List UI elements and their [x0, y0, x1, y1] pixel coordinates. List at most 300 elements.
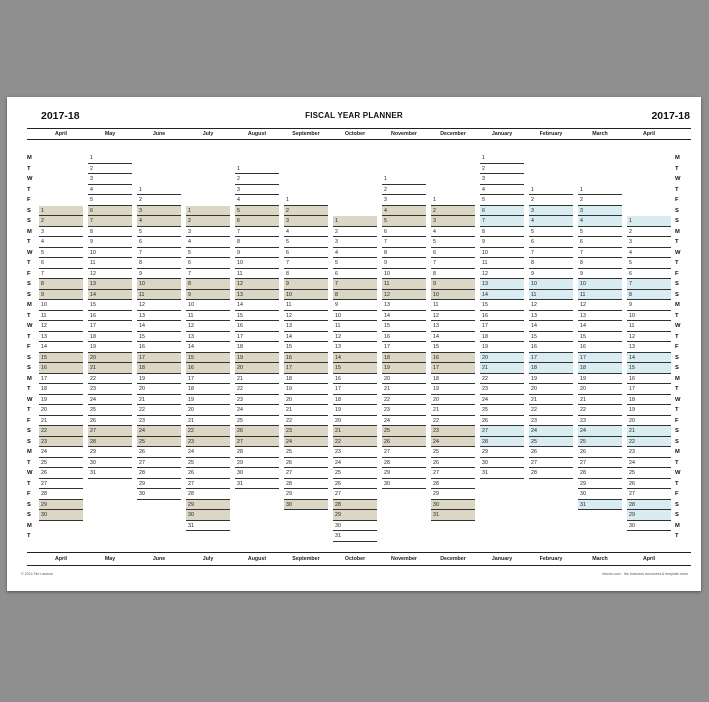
day-cell[interactable]: 28 [578, 468, 622, 479]
day-cell[interactable]: 20 [578, 384, 622, 395]
day-cell[interactable]: 22 [431, 416, 475, 427]
weekend-day-cell[interactable]: 31 [578, 500, 622, 511]
weekend-day-cell[interactable]: 9 [431, 279, 475, 290]
day-cell[interactable]: 16 [88, 311, 132, 322]
day-cell[interactable]: 8 [88, 227, 132, 238]
day-cell[interactable]: 26 [578, 447, 622, 458]
day-cell[interactable]: 12 [627, 332, 671, 343]
day-cell[interactable]: 20 [333, 416, 377, 427]
day-cell[interactable]: 8 [480, 227, 524, 238]
day-cell[interactable]: 17 [627, 384, 671, 395]
day-cell[interactable]: 12 [333, 332, 377, 343]
day-cell[interactable]: 25 [480, 405, 524, 416]
day-cell[interactable]: 9 [480, 237, 524, 248]
day-cell[interactable]: 8 [578, 258, 622, 269]
day-cell[interactable]: 15 [578, 332, 622, 343]
weekend-day-cell[interactable]: 8 [39, 279, 83, 290]
day-cell[interactable]: 14 [39, 342, 83, 353]
day-cell[interactable]: 28 [137, 468, 181, 479]
day-cell[interactable]: 25 [627, 468, 671, 479]
weekend-day-cell[interactable]: 2 [39, 216, 83, 227]
day-cell[interactable]: 29 [284, 489, 328, 500]
day-cell[interactable]: 3 [333, 237, 377, 248]
day-cell[interactable]: 31 [235, 479, 279, 490]
weekend-day-cell[interactable]: 22 [39, 426, 83, 437]
day-cell[interactable]: 7 [578, 248, 622, 259]
day-cell[interactable]: 6 [431, 248, 475, 259]
day-cell[interactable]: 19 [480, 342, 524, 353]
day-cell[interactable]: 26 [39, 468, 83, 479]
day-cell[interactable]: 26 [333, 479, 377, 490]
day-cell[interactable]: 1 [578, 185, 622, 196]
day-cell[interactable]: 17 [480, 321, 524, 332]
weekend-day-cell[interactable]: 11 [382, 279, 426, 290]
day-cell[interactable]: 4 [284, 227, 328, 238]
day-cell[interactable]: 28 [529, 468, 573, 479]
weekend-day-cell[interactable]: 27 [235, 437, 279, 448]
day-cell[interactable]: 14 [186, 342, 230, 353]
day-cell[interactable]: 5 [186, 248, 230, 259]
day-cell[interactable]: 18 [88, 332, 132, 343]
day-cell[interactable]: 8 [137, 258, 181, 269]
weekend-day-cell[interactable]: 2 [284, 206, 328, 217]
day-cell[interactable]: 9 [627, 300, 671, 311]
weekend-day-cell[interactable]: 22 [186, 426, 230, 437]
day-cell[interactable]: 27 [39, 479, 83, 490]
day-cell[interactable]: 14 [137, 321, 181, 332]
weekend-day-cell[interactable]: 6 [480, 206, 524, 217]
day-cell[interactable]: 1 [529, 185, 573, 196]
day-cell[interactable]: 19 [431, 384, 475, 395]
day-cell[interactable]: 20 [284, 395, 328, 406]
day-cell[interactable]: 21 [186, 416, 230, 427]
day-cell[interactable]: 25 [39, 458, 83, 469]
day-cell[interactable]: 2 [578, 195, 622, 206]
weekend-day-cell[interactable]: 29 [39, 500, 83, 511]
day-cell[interactable]: 8 [431, 269, 475, 280]
weekend-day-cell[interactable]: 23 [186, 437, 230, 448]
day-cell[interactable]: 25 [333, 468, 377, 479]
day-cell[interactable]: 16 [578, 342, 622, 353]
day-cell[interactable]: 26 [627, 479, 671, 490]
day-cell[interactable]: 14 [578, 321, 622, 332]
day-cell[interactable]: 5 [578, 227, 622, 238]
day-cell[interactable]: 4 [333, 248, 377, 259]
day-cell[interactable]: 16 [333, 374, 377, 385]
day-cell[interactable]: 22 [88, 374, 132, 385]
weekend-day-cell[interactable]: 25 [578, 437, 622, 448]
day-cell[interactable]: 2 [333, 227, 377, 238]
day-cell[interactable]: 29 [480, 447, 524, 458]
weekend-day-cell[interactable]: 28 [480, 437, 524, 448]
day-cell[interactable]: 8 [284, 269, 328, 280]
day-cell[interactable]: 18 [235, 342, 279, 353]
weekend-day-cell[interactable]: 20 [235, 363, 279, 374]
day-cell[interactable]: 9 [235, 248, 279, 259]
weekend-day-cell[interactable]: 20 [88, 353, 132, 364]
day-cell[interactable]: 10 [235, 258, 279, 269]
day-cell[interactable]: 8 [529, 258, 573, 269]
day-cell[interactable]: 11 [431, 300, 475, 311]
weekend-day-cell[interactable]: 23 [39, 437, 83, 448]
day-cell[interactable]: 9 [88, 237, 132, 248]
day-cell[interactable]: 18 [480, 332, 524, 343]
weekend-day-cell[interactable]: 11 [137, 290, 181, 301]
day-cell[interactable]: 7 [431, 258, 475, 269]
day-cell[interactable]: 23 [333, 447, 377, 458]
day-cell[interactable]: 29 [88, 447, 132, 458]
day-cell[interactable]: 1 [431, 195, 475, 206]
weekend-day-cell[interactable]: 17 [529, 353, 573, 364]
weekend-day-cell[interactable]: 3 [431, 216, 475, 227]
day-cell[interactable]: 24 [333, 458, 377, 469]
weekend-day-cell[interactable]: 20 [480, 353, 524, 364]
day-cell[interactable]: 19 [88, 342, 132, 353]
weekend-day-cell[interactable]: 18 [137, 363, 181, 374]
day-cell[interactable]: 29 [578, 479, 622, 490]
day-cell[interactable]: 13 [137, 311, 181, 322]
weekend-day-cell[interactable]: 19 [235, 353, 279, 364]
day-cell[interactable]: 11 [284, 300, 328, 311]
day-cell[interactable]: 28 [382, 458, 426, 469]
weekend-day-cell[interactable]: 7 [480, 216, 524, 227]
day-cell[interactable]: 1 [137, 185, 181, 196]
day-cell[interactable]: 30 [382, 479, 426, 490]
day-cell[interactable]: 27 [186, 479, 230, 490]
day-cell[interactable]: 14 [529, 321, 573, 332]
day-cell[interactable]: 21 [137, 395, 181, 406]
day-cell[interactable]: 12 [88, 269, 132, 280]
day-cell[interactable]: 18 [627, 395, 671, 406]
weekend-day-cell[interactable]: 21 [88, 363, 132, 374]
day-cell[interactable]: 26 [480, 416, 524, 427]
weekend-day-cell[interactable]: 17 [578, 353, 622, 364]
day-cell[interactable]: 30 [88, 458, 132, 469]
day-cell[interactable]: 16 [382, 332, 426, 343]
day-cell[interactable]: 16 [529, 342, 573, 353]
day-cell[interactable]: 5 [39, 248, 83, 259]
day-cell[interactable]: 11 [627, 321, 671, 332]
weekend-day-cell[interactable]: 9 [284, 279, 328, 290]
day-cell[interactable]: 2 [627, 227, 671, 238]
weekend-day-cell[interactable]: 9 [39, 290, 83, 301]
day-cell[interactable]: 20 [382, 374, 426, 385]
weekend-day-cell[interactable]: 21 [333, 426, 377, 437]
day-cell[interactable]: 5 [284, 237, 328, 248]
day-cell[interactable]: 18 [186, 384, 230, 395]
day-cell[interactable]: 26 [284, 458, 328, 469]
day-cell[interactable]: 21 [382, 384, 426, 395]
day-cell[interactable]: 31 [333, 531, 377, 542]
day-cell[interactable]: 1 [235, 164, 279, 175]
day-cell[interactable]: 27 [529, 458, 573, 469]
day-cell[interactable]: 5 [529, 227, 573, 238]
weekend-day-cell[interactable]: 29 [333, 510, 377, 521]
weekend-day-cell[interactable]: 30 [186, 510, 230, 521]
day-cell[interactable]: 3 [88, 174, 132, 185]
day-cell[interactable]: 7 [39, 269, 83, 280]
day-cell[interactable]: 13 [333, 342, 377, 353]
day-cell[interactable]: 10 [186, 300, 230, 311]
day-cell[interactable]: 22 [137, 405, 181, 416]
day-cell[interactable]: 24 [235, 405, 279, 416]
weekend-day-cell[interactable]: 1 [627, 216, 671, 227]
day-cell[interactable]: 23 [382, 405, 426, 416]
day-cell[interactable]: 16 [627, 374, 671, 385]
day-cell[interactable]: 10 [88, 248, 132, 259]
weekend-day-cell[interactable]: 4 [382, 206, 426, 217]
day-cell[interactable]: 28 [39, 489, 83, 500]
day-cell[interactable]: 5 [333, 258, 377, 269]
weekend-day-cell[interactable]: 3 [137, 206, 181, 217]
weekend-day-cell[interactable]: 24 [137, 426, 181, 437]
day-cell[interactable]: 11 [235, 269, 279, 280]
day-cell[interactable]: 5 [137, 227, 181, 238]
day-cell[interactable]: 3 [186, 227, 230, 238]
weekend-day-cell[interactable]: 28 [88, 437, 132, 448]
day-cell[interactable]: 7 [137, 248, 181, 259]
day-cell[interactable]: 23 [627, 447, 671, 458]
day-cell[interactable]: 30 [578, 489, 622, 500]
day-cell[interactable]: 17 [333, 384, 377, 395]
day-cell[interactable]: 4 [39, 237, 83, 248]
weekend-day-cell[interactable]: 8 [333, 290, 377, 301]
day-cell[interactable]: 20 [431, 395, 475, 406]
day-cell[interactable]: 3 [39, 227, 83, 238]
day-cell[interactable]: 1 [382, 174, 426, 185]
day-cell[interactable]: 28 [186, 489, 230, 500]
day-cell[interactable]: 10 [480, 248, 524, 259]
day-cell[interactable]: 17 [88, 321, 132, 332]
weekend-day-cell[interactable]: 10 [529, 279, 573, 290]
day-cell[interactable]: 18 [39, 384, 83, 395]
day-cell[interactable]: 24 [88, 395, 132, 406]
day-cell[interactable]: 11 [88, 258, 132, 269]
weekend-day-cell[interactable]: 17 [137, 353, 181, 364]
day-cell[interactable]: 13 [284, 321, 328, 332]
day-cell[interactable]: 20 [529, 384, 573, 395]
day-cell[interactable]: 22 [529, 405, 573, 416]
day-cell[interactable]: 7 [284, 258, 328, 269]
day-cell[interactable]: 23 [529, 416, 573, 427]
day-cell[interactable]: 4 [88, 185, 132, 196]
day-cell[interactable]: 6 [186, 258, 230, 269]
day-cell[interactable]: 17 [186, 374, 230, 385]
day-cell[interactable]: 3 [382, 195, 426, 206]
weekend-day-cell[interactable]: 27 [480, 426, 524, 437]
day-cell[interactable]: 27 [137, 458, 181, 469]
weekend-day-cell[interactable]: 16 [431, 353, 475, 364]
day-cell[interactable]: 18 [431, 374, 475, 385]
day-cell[interactable]: 16 [235, 321, 279, 332]
day-cell[interactable]: 13 [529, 311, 573, 322]
day-cell[interactable]: 27 [333, 489, 377, 500]
day-cell[interactable]: 18 [284, 374, 328, 385]
day-cell[interactable]: 18 [333, 395, 377, 406]
day-cell[interactable]: 29 [235, 458, 279, 469]
day-cell[interactable]: 30 [627, 521, 671, 532]
weekend-day-cell[interactable]: 28 [333, 500, 377, 511]
weekend-day-cell[interactable]: 5 [382, 216, 426, 227]
day-cell[interactable]: 7 [235, 227, 279, 238]
weekend-day-cell[interactable]: 24 [284, 437, 328, 448]
weekend-day-cell[interactable]: 15 [39, 353, 83, 364]
day-cell[interactable]: 12 [529, 300, 573, 311]
weekend-day-cell[interactable]: 1 [39, 206, 83, 217]
day-cell[interactable]: 30 [137, 489, 181, 500]
day-cell[interactable]: 25 [235, 416, 279, 427]
day-cell[interactable]: 6 [382, 227, 426, 238]
weekend-day-cell[interactable]: 22 [627, 437, 671, 448]
day-cell[interactable]: 12 [39, 321, 83, 332]
weekend-day-cell[interactable]: 18 [578, 363, 622, 374]
day-cell[interactable]: 9 [529, 269, 573, 280]
weekend-day-cell[interactable]: 1 [186, 206, 230, 217]
weekend-day-cell[interactable]: 24 [578, 426, 622, 437]
weekend-day-cell[interactable]: 24 [431, 437, 475, 448]
day-cell[interactable]: 9 [333, 300, 377, 311]
day-cell[interactable]: 14 [431, 332, 475, 343]
weekend-day-cell[interactable]: 14 [333, 353, 377, 364]
day-cell[interactable]: 3 [235, 185, 279, 196]
day-cell[interactable]: 2 [529, 195, 573, 206]
day-cell[interactable]: 12 [480, 269, 524, 280]
day-cell[interactable]: 26 [186, 468, 230, 479]
day-cell[interactable]: 10 [39, 300, 83, 311]
day-cell[interactable]: 15 [529, 332, 573, 343]
day-cell[interactable]: 4 [235, 195, 279, 206]
weekend-day-cell[interactable]: 6 [88, 206, 132, 217]
weekend-day-cell[interactable]: 13 [88, 279, 132, 290]
weekend-day-cell[interactable]: 24 [529, 426, 573, 437]
day-cell[interactable]: 6 [284, 248, 328, 259]
day-cell[interactable]: 30 [333, 521, 377, 532]
day-cell[interactable]: 14 [284, 332, 328, 343]
weekend-day-cell[interactable]: 28 [627, 500, 671, 511]
day-cell[interactable]: 20 [186, 405, 230, 416]
weekend-day-cell[interactable]: 12 [235, 279, 279, 290]
day-cell[interactable]: 12 [137, 300, 181, 311]
weekend-day-cell[interactable]: 18 [382, 353, 426, 364]
day-cell[interactable]: 17 [235, 332, 279, 343]
day-cell[interactable]: 8 [382, 248, 426, 259]
weekend-day-cell[interactable]: 23 [284, 426, 328, 437]
day-cell[interactable]: 21 [578, 395, 622, 406]
weekend-day-cell[interactable]: 17 [431, 363, 475, 374]
day-cell[interactable]: 22 [480, 374, 524, 385]
day-cell[interactable]: 31 [480, 468, 524, 479]
day-cell[interactable]: 24 [39, 447, 83, 458]
day-cell[interactable]: 19 [627, 405, 671, 416]
day-cell[interactable]: 15 [235, 311, 279, 322]
day-cell[interactable]: 14 [382, 311, 426, 322]
day-cell[interactable]: 11 [480, 258, 524, 269]
day-cell[interactable]: 15 [431, 342, 475, 353]
day-cell[interactable]: 19 [529, 374, 573, 385]
weekend-day-cell[interactable]: 31 [431, 510, 475, 521]
weekend-day-cell[interactable]: 13 [235, 290, 279, 301]
day-cell[interactable]: 3 [627, 237, 671, 248]
day-cell[interactable]: 6 [627, 269, 671, 280]
weekend-day-cell[interactable]: 10 [578, 279, 622, 290]
day-cell[interactable]: 25 [284, 447, 328, 458]
day-cell[interactable]: 23 [235, 395, 279, 406]
day-cell[interactable]: 4 [186, 237, 230, 248]
day-cell[interactable]: 15 [382, 321, 426, 332]
day-cell[interactable]: 6 [529, 237, 573, 248]
weekend-day-cell[interactable]: 9 [186, 290, 230, 301]
day-cell[interactable]: 13 [627, 342, 671, 353]
weekend-day-cell[interactable]: 14 [480, 290, 524, 301]
day-cell[interactable]: 26 [529, 447, 573, 458]
day-cell[interactable]: 15 [137, 332, 181, 343]
weekend-day-cell[interactable]: 13 [480, 279, 524, 290]
day-cell[interactable]: 15 [88, 300, 132, 311]
day-cell[interactable]: 27 [627, 489, 671, 500]
day-cell[interactable]: 27 [382, 447, 426, 458]
weekend-day-cell[interactable]: 7 [333, 279, 377, 290]
day-cell[interactable]: 22 [382, 395, 426, 406]
day-cell[interactable]: 21 [529, 395, 573, 406]
day-cell[interactable]: 16 [480, 311, 524, 322]
weekend-day-cell[interactable]: 22 [333, 437, 377, 448]
day-cell[interactable]: 24 [186, 447, 230, 458]
day-cell[interactable]: 25 [88, 405, 132, 416]
weekend-day-cell[interactable]: 27 [88, 426, 132, 437]
day-cell[interactable]: 1 [480, 153, 524, 164]
day-cell[interactable]: 2 [137, 195, 181, 206]
day-cell[interactable]: 17 [39, 374, 83, 385]
day-cell[interactable]: 23 [578, 416, 622, 427]
weekend-day-cell[interactable]: 15 [186, 353, 230, 364]
day-cell[interactable]: 6 [137, 237, 181, 248]
day-cell[interactable]: 10 [627, 311, 671, 322]
weekend-day-cell[interactable]: 3 [578, 206, 622, 217]
day-cell[interactable]: 19 [578, 374, 622, 385]
weekend-day-cell[interactable]: 26 [382, 437, 426, 448]
day-cell[interactable]: 14 [235, 300, 279, 311]
weekend-day-cell[interactable]: 5 [235, 206, 279, 217]
day-cell[interactable]: 10 [382, 269, 426, 280]
day-cell[interactable]: 27 [431, 468, 475, 479]
day-cell[interactable]: 13 [578, 311, 622, 322]
day-cell[interactable]: 25 [431, 447, 475, 458]
weekend-day-cell[interactable]: 23 [431, 426, 475, 437]
weekend-day-cell[interactable]: 18 [529, 363, 573, 374]
weekend-day-cell[interactable]: 16 [284, 353, 328, 364]
weekend-day-cell[interactable]: 8 [627, 290, 671, 301]
day-cell[interactable]: 5 [480, 195, 524, 206]
weekend-day-cell[interactable]: 12 [382, 290, 426, 301]
day-cell[interactable]: 7 [186, 269, 230, 280]
weekend-day-cell[interactable]: 8 [186, 279, 230, 290]
weekend-day-cell[interactable]: 2 [431, 206, 475, 217]
day-cell[interactable]: 22 [578, 405, 622, 416]
day-cell[interactable]: 26 [431, 458, 475, 469]
day-cell[interactable]: 9 [382, 258, 426, 269]
day-cell[interactable]: 29 [382, 468, 426, 479]
day-cell[interactable]: 2 [382, 185, 426, 196]
day-cell[interactable]: 28 [431, 479, 475, 490]
day-cell[interactable]: 19 [39, 395, 83, 406]
weekend-day-cell[interactable]: 4 [137, 216, 181, 227]
day-cell[interactable]: 21 [39, 416, 83, 427]
day-cell[interactable]: 24 [480, 395, 524, 406]
weekend-day-cell[interactable]: 11 [578, 290, 622, 301]
day-cell[interactable]: 8 [235, 237, 279, 248]
day-cell[interactable]: 21 [284, 405, 328, 416]
weekend-day-cell[interactable]: 3 [529, 206, 573, 217]
